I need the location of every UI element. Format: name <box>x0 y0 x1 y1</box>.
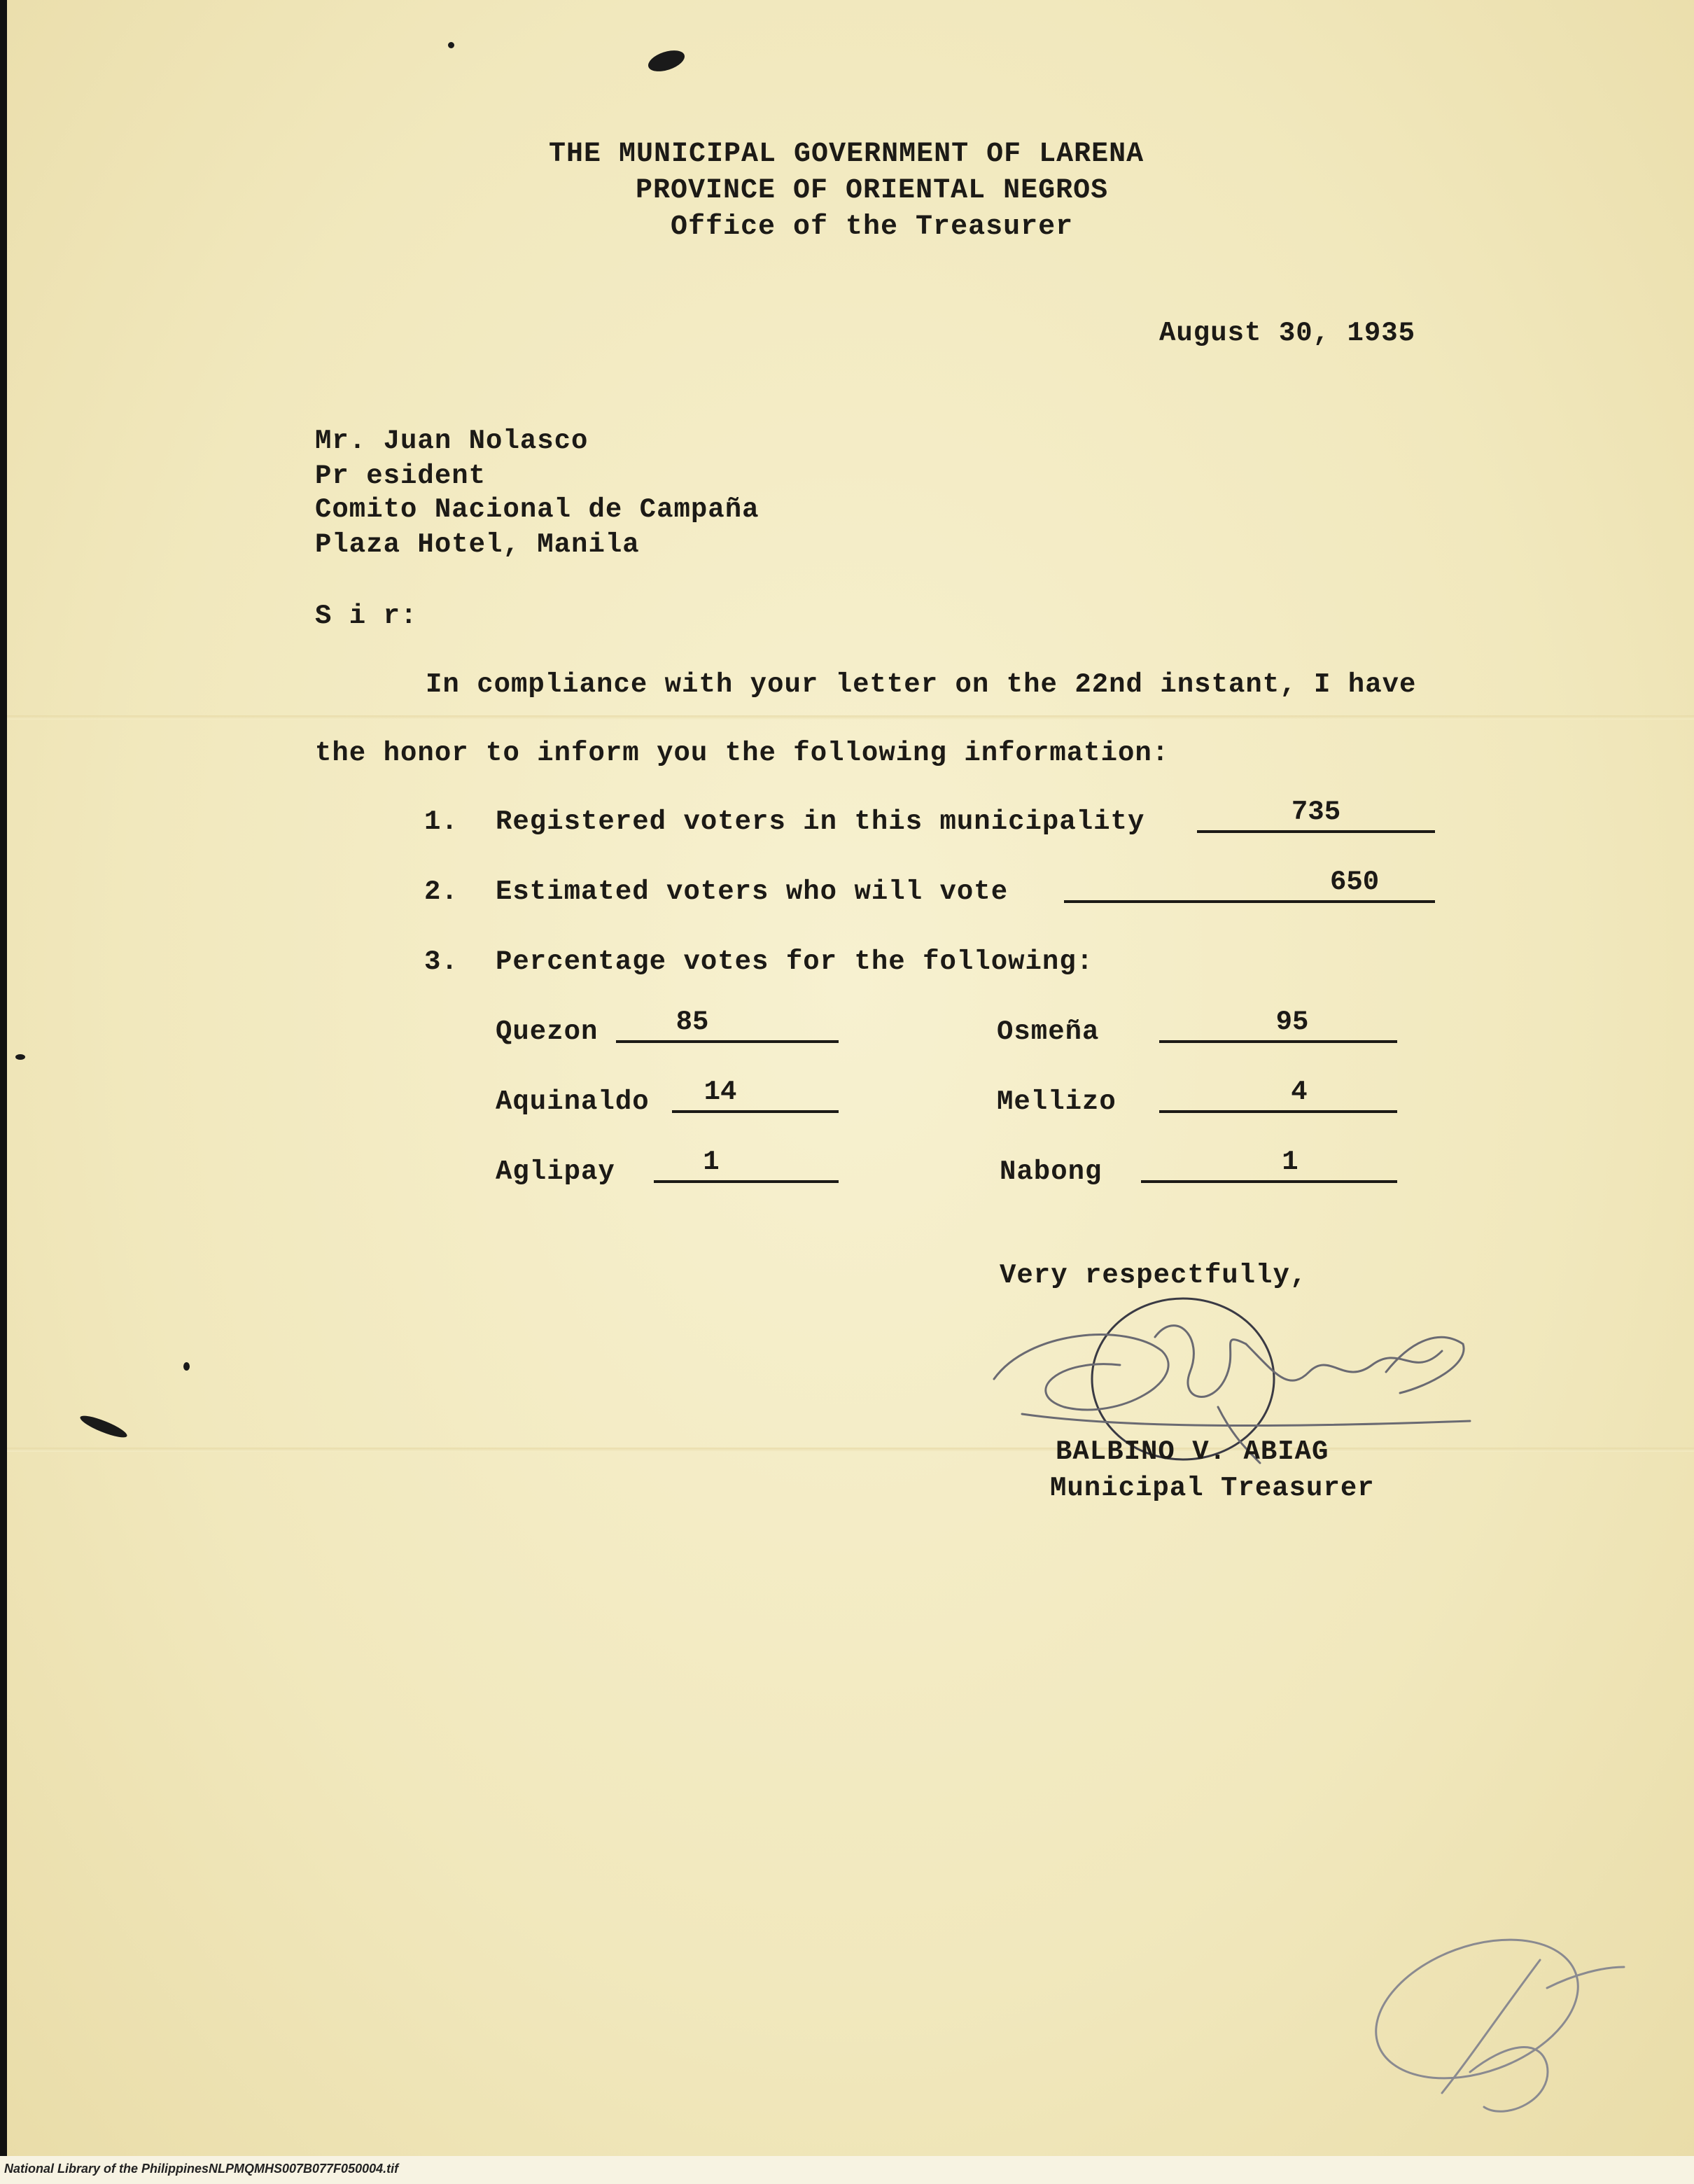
candidate-value-line <box>654 1147 839 1183</box>
candidate-value-line <box>672 1077 839 1113</box>
letterhead-line-3: Office of the Treasurer <box>671 211 1074 243</box>
candidate-value-line <box>1159 1077 1397 1113</box>
paper-fold <box>0 715 1694 720</box>
item-value-line <box>1064 867 1435 903</box>
addressee-name: Mr. Juan Nolasco <box>315 426 589 456</box>
candidate-value: 4 <box>1291 1077 1308 1107</box>
salutation: S i r: <box>315 601 418 631</box>
ink-speck <box>15 1054 25 1060</box>
body-line-2: the honor to inform you the following information: <box>315 738 1170 769</box>
item-label: Registered voters in this municipality <box>496 806 1145 837</box>
letterhead-line-1: THE MUNICIPAL GOVERNMENT OF LARENA <box>549 139 1144 170</box>
signatory-name: BALBINO V. ABIAG <box>1056 1436 1329 1467</box>
ink-speck <box>448 42 454 48</box>
letterhead-line-2: PROVINCE OF ORIENTAL NEGROS <box>636 175 1109 206</box>
item-value-line <box>1197 797 1435 833</box>
item-label: Estimated voters who will vote <box>496 876 1009 907</box>
candidate-value: 1 <box>1282 1147 1298 1177</box>
candidate-value: 1 <box>703 1147 720 1177</box>
candidate-value-line <box>616 1007 839 1043</box>
ink-stain <box>645 46 687 75</box>
addressee-title: Pr esident <box>315 461 486 491</box>
letter-date: August 30, 1935 <box>1159 318 1416 349</box>
pencil-mark <box>1365 1932 1645 2142</box>
addressee-organization: Comito Nacional de Campaña <box>315 494 760 525</box>
body-line-1: In compliance with your letter on the 22nd instant, I have <box>426 669 1417 700</box>
item-value: 735 <box>1291 797 1341 827</box>
footer-library: National Library of the Philippines <box>4 2162 209 2176</box>
closing: Very respectfully, <box>1000 1260 1308 1291</box>
candidate-value: 95 <box>1275 1007 1309 1037</box>
candidate-name: Aquinaldo <box>496 1086 650 1117</box>
ink-speck <box>183 1362 190 1371</box>
candidate-name: Osmeña <box>997 1016 1100 1047</box>
candidate-name: Nabong <box>1000 1156 1102 1187</box>
candidate-name: Mellizo <box>997 1086 1116 1117</box>
candidate-name: Quezon <box>496 1016 598 1047</box>
ink-stain <box>78 1412 130 1441</box>
addressee-address: Plaza Hotel, Manila <box>315 529 640 560</box>
item-number: 2. <box>424 876 458 907</box>
candidate-value-line <box>1141 1147 1397 1183</box>
candidate-value-line <box>1159 1007 1397 1043</box>
scan-edge <box>0 0 7 2184</box>
signatory-title: Municipal Treasurer <box>1050 1473 1375 1504</box>
candidate-value: 85 <box>676 1007 709 1037</box>
item-value: 650 <box>1330 867 1380 897</box>
candidate-value: 14 <box>704 1077 737 1107</box>
item-number: 1. <box>424 806 458 837</box>
footer-file-id: NLPMQMHS007B077F050004.tif <box>209 2162 399 2176</box>
item-number: 3. <box>424 946 458 977</box>
item-label: Percentage votes for the following: <box>496 946 1094 977</box>
candidate-name: Aglipay <box>496 1156 615 1187</box>
